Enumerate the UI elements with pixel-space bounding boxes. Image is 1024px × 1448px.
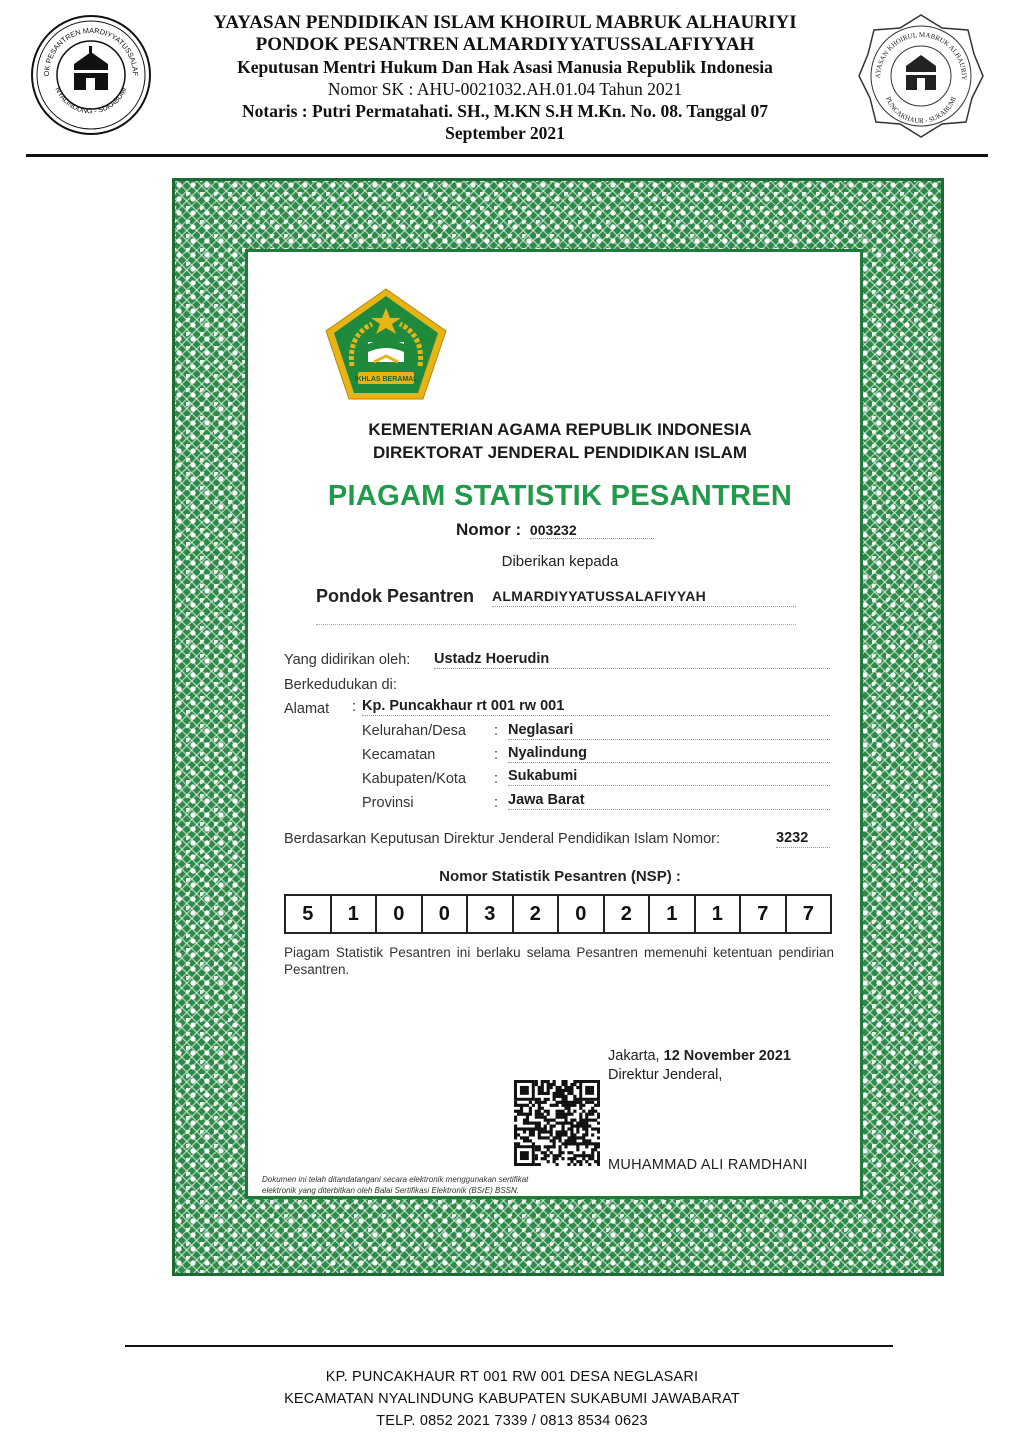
nsp-digit: 3 <box>468 896 514 932</box>
notaris-line: Notaris : Putri Permatahati. SH., M.KN S.H M.Kn. No. 08. Tanggal 07 <box>242 101 768 121</box>
domicile-label: Berkedudukan di: <box>284 677 397 693</box>
footer-street: KP. PUNCAKHAUR RT 001 RW 001 DESA NEGLASARI <box>325 1369 699 1385</box>
yayasan-stamp-icon <box>856 12 986 140</box>
nsp-digit: 1 <box>332 896 378 932</box>
nsp-digit: 1 <box>696 896 742 932</box>
blank-dotted-line <box>316 624 796 625</box>
ministry-name: KEMENTERIAN AGAMA REPUBLIK INDONESIA <box>368 420 752 439</box>
nsp-digit: 2 <box>514 896 560 932</box>
validity-statement: Piagam Statistik Pesantren ini berlaku selama Pesantren memenuhi ketentuan pendirian Pesantren. <box>284 945 834 977</box>
regency-value: Sukabumi <box>508 768 830 786</box>
pesantren-seal-icon <box>30 14 152 136</box>
certificate-number-row <box>456 520 654 540</box>
kemenag-emblem-icon <box>322 286 450 402</box>
qr-code-icon <box>514 1080 600 1166</box>
province-colon: : <box>494 795 499 811</box>
province-label: Provinsi <box>362 795 414 811</box>
given-to-text: Diberikan kepada <box>501 553 619 570</box>
decree-value: 3232 <box>776 830 830 848</box>
sk-number: Nomor SK : AHU-0021032.AH.01.04 Tahun 2021 <box>327 79 683 99</box>
nsp-digit: 0 <box>377 896 423 932</box>
founder-value: Ustadz Hoerudin <box>434 651 830 669</box>
nomor-value: 003232 <box>530 522 654 539</box>
ministry-heading <box>250 418 870 464</box>
address-value: Kp. Puncakhaur rt 001 rw 001 <box>362 698 830 716</box>
founder-label: Yang didirikan oleh: <box>284 652 411 668</box>
nsp-digit: 0 <box>423 896 469 932</box>
district-colon: : <box>494 747 499 763</box>
yayasan-stamp-logo <box>856 12 986 140</box>
keputusan-line: Keputusan Mentri Hukum Dan Hak Asasi Manusia Republik Indonesia <box>237 57 773 77</box>
emblem-motto: IKHLAS BERAMAL <box>354 376 418 383</box>
pondok-name: PONDOK PESANTREN ALMARDIYYATUSSALAFIYYAH <box>255 34 755 55</box>
village-colon: : <box>494 723 499 739</box>
stamp-ring-top-text: AYASAN KHOIRUL MABRUK ALHAURIY <box>873 30 969 81</box>
pesantren-seal-logo <box>30 14 152 136</box>
electronic-signature-note: Dokumen ini telah ditandatangani secara elektronik menggunakan sertifikat elektronik yang diterbitkan oleh Balai Sertifikasi Elektronik (BSrE) BSSN. <box>262 1175 529 1195</box>
place-date <box>608 1048 791 1064</box>
village-value: Neglasari <box>508 722 830 740</box>
province-value: Jawa Barat <box>508 792 830 810</box>
place: Jakarta, <box>608 1048 660 1064</box>
nsp-digit: 2 <box>605 896 651 932</box>
nsp-label: Nomor Statistik Pesantren (NSP) : <box>439 868 681 885</box>
signer-name: MUHAMMAD ALI RAMDHANI <box>608 1157 808 1173</box>
footer-address <box>150 1366 874 1432</box>
regency-label: Kabupaten/Kota <box>362 771 467 787</box>
directorate-name: DIREKTORAT JENDERAL PENDIDIKAN ISLAM <box>372 443 748 462</box>
pondok-label: Pondok Pesantren <box>316 586 475 606</box>
issue-date: 12 November 2021 <box>663 1048 791 1064</box>
decree-label: Berdasarkan Keputusan Direktur Jenderal Pendidikan Islam Nomor: <box>284 831 721 847</box>
district-label: Kecamatan <box>362 747 436 763</box>
address-colon: : <box>352 699 357 715</box>
village-label: Kelurahan/Desa <box>362 723 466 739</box>
stamp-ring-bottom-text: PUNCAKHAUR - SUKABUMI <box>884 95 958 126</box>
nsp-digit: 5 <box>286 896 332 932</box>
seal-ring-bottom-text: NYALINDUNG - SUKABUMI <box>53 85 129 116</box>
nomor-label: Nomor : <box>456 520 522 539</box>
kemenag-emblem <box>322 286 450 402</box>
signer-title: Direktur Jenderal, <box>608 1067 723 1083</box>
nsp-number-grid <box>284 894 832 934</box>
notaris-date-line: September 2021 <box>445 123 565 143</box>
footer-divider <box>125 1345 893 1347</box>
address-label: Alamat <box>284 701 330 717</box>
yayasan-name: YAYASAN PENDIDIKAN ISLAM KHOIRUL MABRUK ALHAURIYI <box>213 12 797 33</box>
nsp-digit: 7 <box>741 896 787 932</box>
seal-ring-top-text: OK PESANTREN MARDIYYATUSSALAF <box>41 25 141 77</box>
regency-colon: : <box>494 771 499 787</box>
certificate-title: PIAGAM STATISTIK PESANTREN <box>327 480 793 512</box>
footer-district: KECAMATAN NYALINDUNG KABUPATEN SUKABUMI JAWABARAT <box>284 1391 740 1407</box>
qr-code <box>514 1080 600 1166</box>
nsp-digit: 0 <box>559 896 605 932</box>
pondok-value: ALMARDIYYATUSSALAFIYYAH <box>492 588 796 607</box>
nsp-digit: 7 <box>802 902 814 925</box>
footer-phone: TELP. 0852 2021 7339 / 0813 8534 0623 <box>376 1413 648 1429</box>
letterhead-text <box>170 12 840 144</box>
nsp-digit: 1 <box>650 896 696 932</box>
district-value: Nyalindung <box>508 745 830 763</box>
letterhead-divider <box>26 154 988 157</box>
